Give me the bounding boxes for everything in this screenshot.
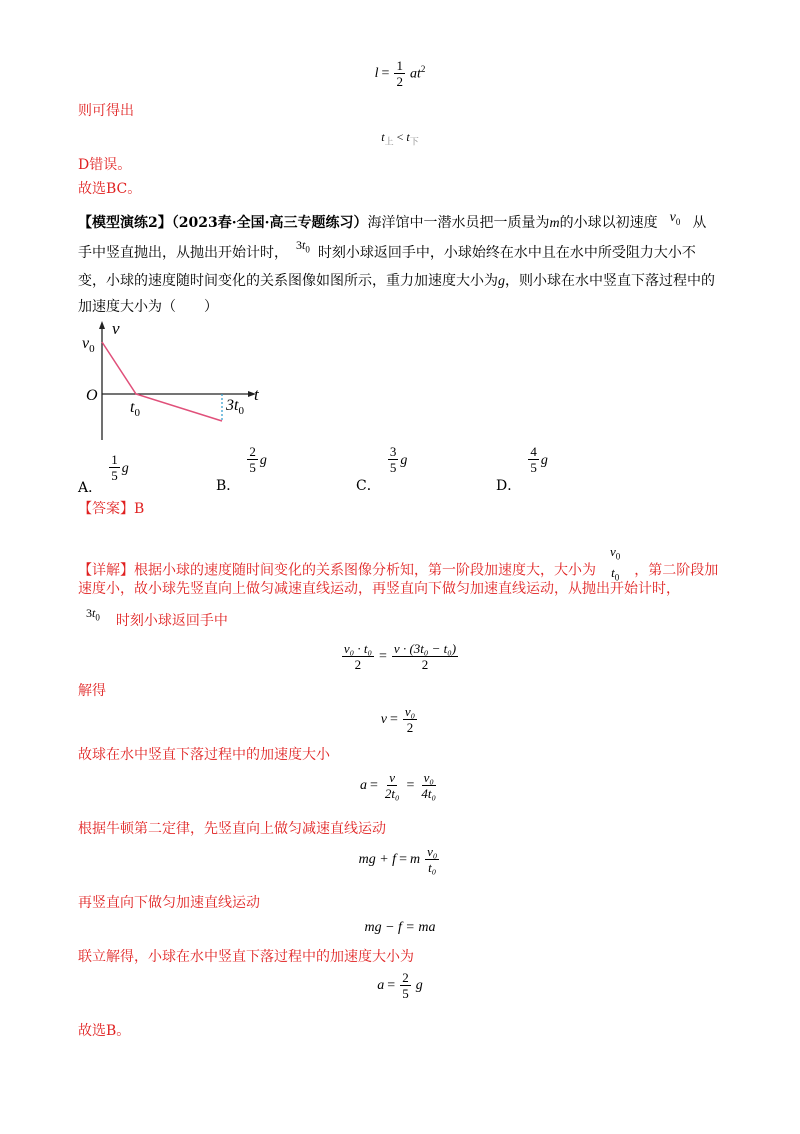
eq-symbol: m (409, 851, 421, 867)
problem-text: 变，小球的速度随时间变化的关系图像如图所示，重力加速度大小为 (78, 273, 498, 289)
fraction (403, 704, 417, 735)
subscript: 0 (675, 216, 681, 227)
equation-up (0, 844, 800, 875)
eq-sign: = (381, 65, 390, 81)
eq-term: mg − f = ma (364, 920, 436, 935)
text-line: D错误。 (78, 157, 132, 173)
origin-label: O (86, 387, 98, 404)
text-line: 故选BC。 (78, 181, 142, 197)
fraction-numerator: 4 (530, 444, 537, 459)
fraction (425, 844, 439, 875)
fraction-numerator: v · (3t₀ − t₀) (393, 641, 457, 656)
text-line: 故球在水中竖直下落过程中的加速度大小 (78, 747, 330, 763)
eq-symbol: g (259, 453, 267, 468)
option-label: B． (216, 478, 241, 494)
fraction-numerator: v₀ · t₀ (343, 641, 373, 656)
fraction-numerator: 1 (396, 58, 403, 73)
text-line: 故选B。 (78, 1023, 131, 1039)
option-b[interactable] (216, 444, 267, 494)
problem-line-1 (78, 212, 706, 239)
superscript: 2 (420, 64, 426, 75)
problem-line-2 (78, 238, 696, 268)
eq-symbol: t (92, 606, 96, 620)
fraction-numerator: 1 (111, 452, 118, 467)
equation-area (0, 638, 800, 672)
problem-source: （2023春·全国·高三专题练习） (171, 215, 368, 231)
fraction (109, 452, 120, 483)
equation-final (0, 970, 800, 1001)
eq-symbol: g (498, 274, 505, 289)
fraction-denominator: 2t₀ (384, 786, 400, 801)
equation-t-compare (0, 126, 800, 147)
text-line: 联立解得，小球在水中竖直下落过程中的加速度大小为 (78, 949, 414, 965)
eq-sign: = (406, 777, 415, 793)
3t0-label: $3t_0$ (226, 397, 244, 417)
fraction-denominator: 5 (402, 986, 409, 1001)
detail-line-2: 速度小，故小球先竖直向上做匀减速直线运动，再竖直向下做匀加速直线运动，从抛出开始计时， (78, 581, 680, 597)
text-line: 再竖直向下做匀加速直线运动 (78, 895, 260, 911)
eq-sign: = (390, 711, 398, 727)
eq-symbol: t (381, 130, 385, 144)
eq-symbol: a (359, 777, 367, 793)
eq-symbol: t (302, 238, 306, 252)
fraction-numerator: v₀ (427, 844, 438, 859)
eq-symbol: v (669, 210, 676, 225)
problem-text: 时刻小球返回手中，小球始终在水中且在水中所受阻力大小不 (317, 245, 696, 261)
fraction-denominator: 2 (421, 657, 429, 672)
fraction-denominator: 2 (354, 657, 362, 672)
fraction-numerator: v₀ (404, 704, 416, 719)
problem-text: 手中竖直抛出，从抛出开始计时， (78, 245, 288, 261)
subscript: 下 (409, 136, 419, 147)
fraction (394, 58, 405, 89)
t-axis-label: t (254, 385, 259, 404)
detail-text: ，第二阶段加 (634, 562, 719, 579)
equation-v (0, 704, 800, 735)
option-a[interactable] (78, 452, 129, 496)
equation-a (0, 770, 800, 801)
equation-l (0, 58, 800, 89)
problem-line-4: 加速度大小为（ ） (78, 299, 218, 315)
problem-text: ，则小球在水中竖直下落过程中的 (505, 273, 715, 289)
fraction-numerator: 3 (389, 444, 397, 459)
fraction (383, 770, 402, 801)
fraction-numerator: v₀ (423, 770, 434, 785)
t0-label: $t_0$ (130, 399, 140, 419)
eq-symbol: l (374, 65, 379, 81)
problem-text: 海洋馆中一潜水员把一质量为 (367, 215, 550, 231)
option-label: A． (78, 480, 103, 496)
eq-term: at (409, 66, 421, 82)
velocity-time-graph (80, 318, 280, 442)
fraction-denominator: 5 (249, 460, 256, 475)
fraction-denominator: 5 (530, 460, 537, 475)
equation-down (0, 916, 800, 936)
eq-symbol: g (400, 453, 408, 468)
eq-sign: = (369, 777, 378, 793)
eq-symbol: a (377, 977, 385, 993)
problem-text: 从 (692, 215, 707, 231)
eq-sign: < (396, 130, 404, 144)
v0-label: $v_0$ (82, 335, 95, 355)
detail-text: 【详解】根据小球的速度随时间变化的关系图像分析知，第一阶段加速度大，大小为 (78, 562, 596, 579)
option-label: D． (496, 478, 522, 494)
fraction-numerator: 2 (249, 444, 256, 459)
subscript: 0 (305, 244, 310, 255)
subscript: 上 (384, 136, 394, 147)
answer: 【答案】B (78, 501, 145, 517)
fraction (400, 970, 411, 1001)
eq-symbol: 3 (296, 238, 302, 252)
fraction-denominator: t₀ (428, 860, 437, 875)
velocity-line (102, 342, 222, 421)
eq-symbol: 3 (86, 606, 92, 620)
option-c[interactable] (356, 444, 408, 494)
text-line: 根据牛顿第二定律，先竖直向上做匀减速直线运动 (78, 821, 386, 837)
fraction (419, 770, 438, 801)
eq-sign: = (387, 977, 396, 993)
fraction: $v_0$ $t_0$ (610, 544, 621, 583)
v-axis-arrow (99, 321, 105, 329)
eq-term: mg + f (358, 851, 397, 867)
fraction (528, 444, 539, 475)
option-d[interactable] (496, 444, 548, 494)
fraction-numerator: v (389, 770, 396, 785)
eq-symbol: g (540, 453, 548, 468)
fraction (392, 641, 458, 672)
subscript: 0 (95, 612, 100, 623)
text-line: 则可得出 (78, 103, 134, 119)
problem-text: 的小球以初速度 (559, 215, 658, 231)
fraction-denominator: 5 (111, 468, 118, 483)
text-line: 解得 (78, 683, 106, 699)
eq-symbol: m (549, 216, 560, 231)
eq-symbol: v (380, 711, 387, 727)
fraction-numerator: 2 (402, 970, 409, 985)
eq-sign: = (379, 648, 387, 664)
fraction (247, 444, 258, 475)
detail-text: 时刻小球返回手中 (115, 613, 228, 629)
fraction-denominator: 5 (389, 460, 397, 475)
eq-symbol: g (121, 461, 129, 476)
option-label: C． (356, 478, 381, 494)
fraction (388, 444, 399, 475)
eq-symbol: t (406, 130, 410, 144)
fraction (342, 641, 374, 672)
fraction-denominator: 4t₀ (421, 786, 437, 801)
problem-line-3 (78, 270, 715, 293)
fraction-denominator: 2 (396, 74, 403, 89)
detail-line-3 (78, 606, 228, 636)
v-axis-label: v (112, 319, 120, 338)
fraction-denominator: 2 (406, 720, 414, 735)
eq-symbol: g (415, 977, 423, 993)
problem-tag: 【模型演练2】 (78, 215, 172, 231)
eq-sign: = (399, 851, 407, 867)
